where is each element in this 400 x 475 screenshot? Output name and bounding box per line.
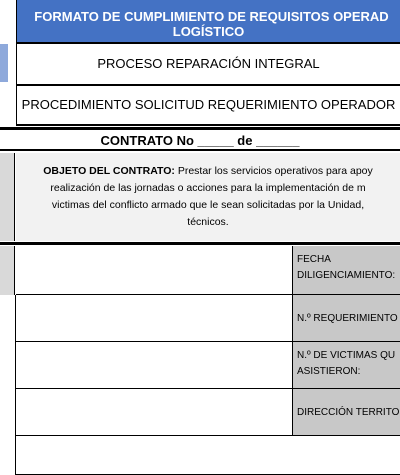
objeto-del-contrato [16,153,400,241]
procedimiento-cell: PROCEDIMIENTO SOLICITUD REQUERIMIENTO OPERADOR [16,86,400,126]
fecha-label-line-2: DILIGENCIAMIENTO: [297,270,396,281]
title-line-1: FORMATO DE CUMPLIMIENTO DE REQUISITOS OPERAD [34,9,389,24]
objeto-line-4: técnicos. [187,216,229,228]
form-row-victimas [16,342,400,389]
fecha-label-line-1: FECHA [297,254,331,265]
victimas-label-line-2: ASISTIERON: [297,366,361,377]
victimas-label-line-1: N.º DE VICTIMAS QU [297,350,396,361]
divider [0,127,400,130]
objeto-line-1 [16,163,400,180]
form-row-requerimiento [16,295,400,342]
requerimiento-value-cell[interactable] [16,295,293,341]
direccion-value-cell[interactable] [16,389,293,435]
objeto-line-2: realización de las jornadas o acciones para la implementación de m [50,182,366,194]
direccion-label-line-1: DIRECCIÓN TERRITO [297,407,400,418]
objeto-line-3: victimas del conflicto armado que le sean solicitadas por la Unidad, [51,199,365,211]
requerimiento-label-line-1: N.º REQUERIMIENTO [297,313,398,324]
direccion-label [293,389,400,435]
objeto-text-1: Prestar los servicios operativos para apoy [174,165,373,177]
objeto-label: OBJETO DEL CONTRATO: [43,165,175,177]
form-row-blank [16,436,400,475]
left-blank [0,82,16,126]
left-gap [8,44,16,82]
victimas-value-cell[interactable] [16,342,293,388]
document-title [16,0,400,44]
row-header-objeto [0,153,15,241]
row-header-1 [0,246,15,295]
row-header-blank [0,295,16,475]
form-row-direccion [16,389,400,436]
selection-indicator [0,44,8,82]
form-row-fecha [16,246,400,295]
proceso-cell: PROCESO REPARACIÓN INTEGRAL [16,44,400,86]
requerimiento-label [293,295,400,341]
fecha-label [293,246,400,294]
title-line-2: LOGÍSTICO [172,24,245,39]
corner-blank [0,0,16,44]
divider-2 [0,242,400,245]
fecha-value-cell[interactable] [16,246,293,294]
victimas-label [293,342,400,388]
contrato-heading: CONTRATO No _____ de ______ [0,131,400,151]
